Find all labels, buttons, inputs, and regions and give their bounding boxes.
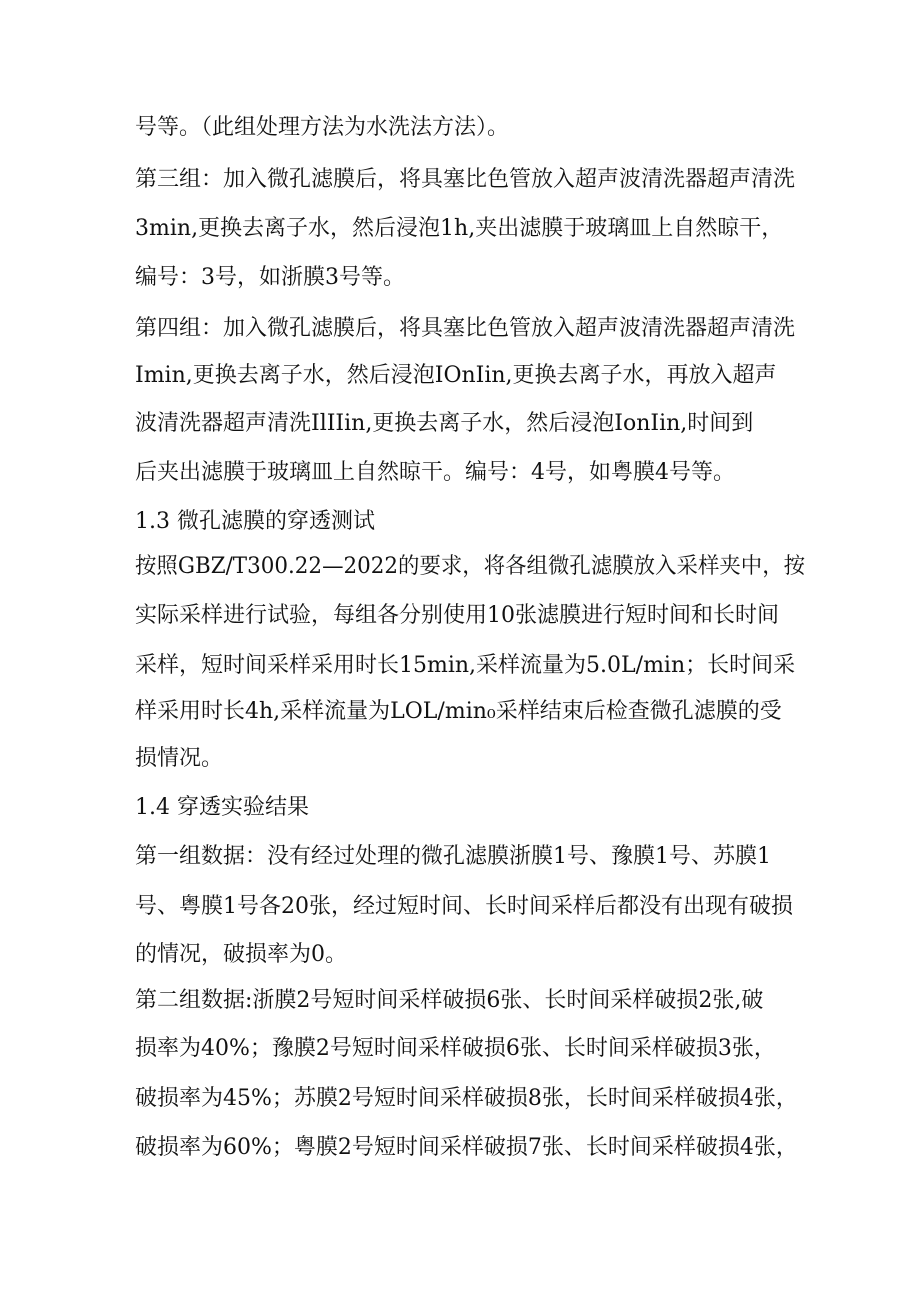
section-heading-1-3: 1.3 微孔滤膜的穿透测试 <box>135 509 375 534</box>
text-line-4: 编号：3号，如浙膜3号等。 <box>135 265 405 290</box>
text-line-2: 第三组：加入微孔滤膜后，将具塞比色管放入超声波清洗器超声清洗 <box>135 167 796 192</box>
text-line-20: 损率为40%；豫膜2号短时间采样破损6张、长时间采样破损3张， <box>135 1036 776 1061</box>
text-line-21: 破损率为45%；苏膜2号短时间采样破损8张，长时间采样破损4张， <box>135 1086 798 1111</box>
text-line-8: 后夹出滤膜于玻璃皿上自然晾干。编号：4号，如粤膜4号等。 <box>135 460 735 485</box>
text-line-3: 3min,更换去离子水，然后浸泡1h,夹出滤膜于玻璃皿上自然晾干， <box>135 216 784 241</box>
text-line-6: Imin,更换去离子水，然后浸泡IOnIin,更换去离子水，再放入超声 <box>135 363 777 388</box>
text-line-22: 破损率为60%；粤膜2号短时间采样破损7张、长时间采样破损4张， <box>135 1135 798 1160</box>
text-line-13: 样采用时长4h,采样流量为LOL/min₀采样结束后检查微孔滤膜的受 <box>135 699 782 724</box>
section-heading-1-4: 1.4 穿透实验结果 <box>135 795 309 820</box>
text-line-18: 的情况，破损率为0。 <box>135 942 347 967</box>
text-line-7: 波清洗器超声清洗IlIIin,更换去离子水，然后浸泡IonIin,时间到 <box>135 411 754 436</box>
text-line-5: 第四组：加入微孔滤膜后，将具塞比色管放入超声波清洗器超声清洗 <box>135 316 796 341</box>
text-line-17: 号、粤膜1号各20张，经过短时间、长时间采样后都没有出现有破损 <box>135 894 793 919</box>
text-line-14: 损情况。 <box>135 746 224 771</box>
text-line-11: 实际采样进行试验，每组各分别使用10张滤膜进行短时间和长时间 <box>135 603 779 628</box>
text-line-1: 号等。（此组处理方法为水洗法方法）。 <box>135 115 510 140</box>
text-line-19: 第二组数据:浙膜2号短时间采样破损6张、长时间采样破损2张,破 <box>135 988 764 1013</box>
text-line-10: 按照GBZ/T300.22—2022的要求，将各组微孔滤膜放入采样夹中，按 <box>135 554 806 579</box>
text-line-12: 采样，短时间采样采用时长15min,采样流量为5.0L/min；长时间采 <box>135 653 796 678</box>
text-line-16: 第一组数据：没有经过处理的微孔滤膜浙膜1号、豫膜1号、苏膜1 <box>135 844 771 869</box>
